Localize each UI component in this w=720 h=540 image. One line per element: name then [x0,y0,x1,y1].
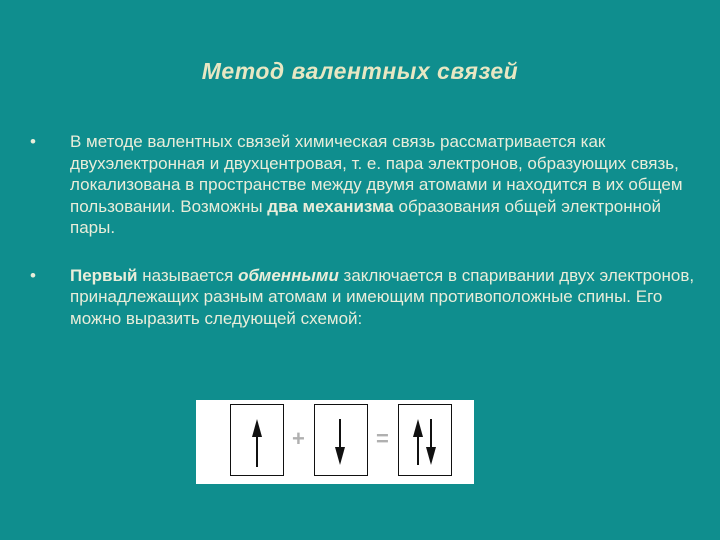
bullet-marker: • [30,265,36,285]
equals-sign: = [376,426,389,451]
bullet-item-valence-bond [26,131,696,239]
spin-down-arrow-icon [315,405,366,474]
spin-up-arrow-icon [231,405,282,474]
bullet-text-bold: Первый [70,265,138,285]
plus-sign: + [292,426,305,451]
orbital-box-spin-pair [398,404,452,476]
bullet-text: называется [137,265,239,285]
spin-pair-arrows-icon [399,405,450,474]
bullet-marker: • [30,132,36,151]
electron-pairing-scheme [196,400,474,484]
bullet-text-bold: два механизма [267,196,394,216]
bullet-text: образования общей электронной пары. [70,196,661,237]
bullet-list [26,131,696,329]
bullet-text-bold-italic: обменными [238,265,339,285]
bullet-text: В методе валентных связей химическая связь рассматривается как двухэлектронная и двухцентровая, т. е. пара электронов, образующих связь, локализована в пространстве между двумя атомами и находится в их общем пользовании. Возможны [70,132,683,216]
orbital-box-spin-up [230,404,284,476]
bullet-item-exchange-mechanism [26,265,696,330]
bullet-text: заключается в спаривании двух электронов, принадлежащих разным атомам и имеющим противоположные спины. Его можно выразить следующей схемой: [70,265,695,328]
orbital-box-spin-down [314,404,368,476]
slide-title: Метод валентных связей [201,58,519,84]
